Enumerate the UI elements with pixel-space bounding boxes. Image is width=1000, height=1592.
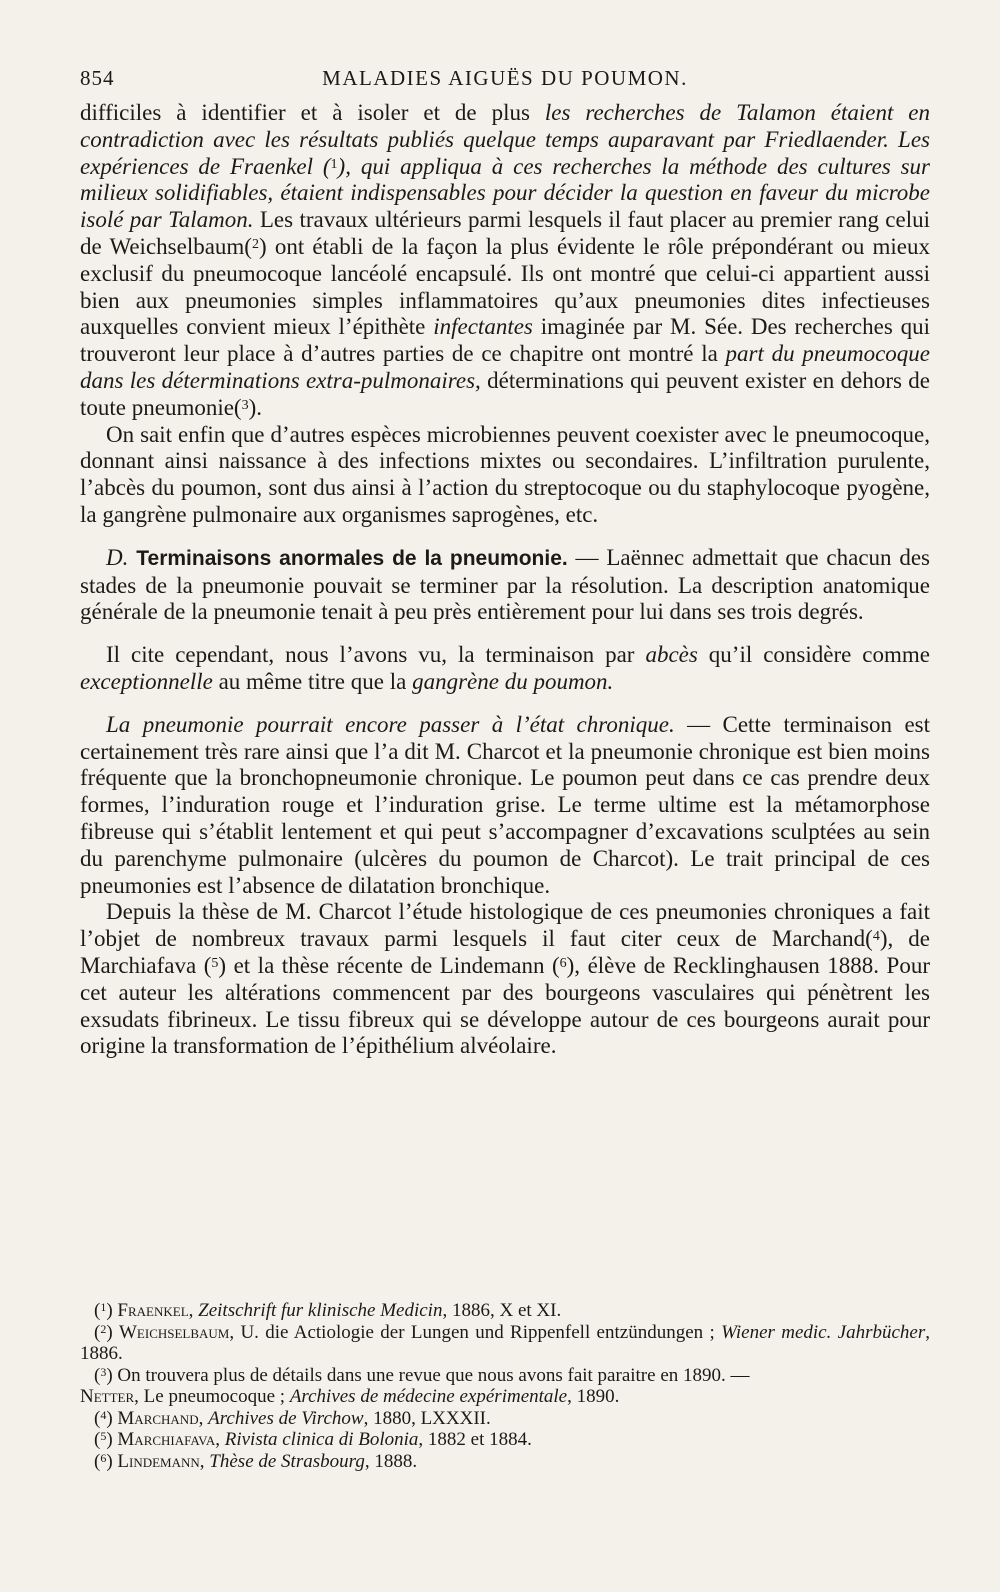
footnote: ($^5$) Marchiafava, Rivista clinica di Bolonia, 1882 et 1884. — [94, 1429, 532, 1450]
publication-title: Wiener medic. Jahrbücher — [721, 1321, 926, 1343]
footnote: ($^6$) Lindemann, Thèse de Strasbourg, 1888. — [94, 1450, 418, 1472]
italic-run: ), qui appliqua à ces recherches la méthode des cultures sur milieux solidifiables, étaient indispensables pour décider la question en faveur du microbe isolé par Talamon. — [80, 153, 930, 233]
footnote-ref: 2 — [251, 236, 259, 252]
text-run: imaginée par M. Sée. Des recherches qui trouveront leur place à d’autres parties de ce chapitre ont montré la — [80, 314, 931, 367]
publication-title: Archives de médecine expérimentale — [289, 1386, 568, 1407]
text-run: — Laënnec admettait que chacun des stades de la pneumonie pouvait se terminer par la résolution. La description anatomique générale de la pneumonie tenait à peu près entièrement pour lui dans ses trois degrés. — [80, 544, 930, 625]
author-name: Netter — [80, 1386, 135, 1407]
footnote-ref: 1 — [330, 156, 338, 172]
running-title: MALADIES AIGUËS DU POUMON. — [322, 66, 688, 90]
footnote-number: 3 — [100, 1364, 107, 1379]
text-run: — Cette terminaison est certainement très rare ainsi que l’a dit M. Charcot et la pneumonie chronique est bien moins fréquente que la bronchopneumonie chronique. Le poumon peut dans ce cas prendre deux formes, l’induration rouge et l’induration grise. Le terme ultime est la métamorphose fibreuse qui s’établit lentement et qui peut s’accompagner d’excavations sculptées au sein du parenchyme pulmonaire (ulcères du poumon de Charcot). Le trait principal de ces pneumonies est l’absence de dilatation bronchique. — [80, 711, 930, 898]
main-text — [80, 100, 930, 1060]
page-header — [80, 66, 930, 91]
footnote-ref: 3 — [241, 397, 249, 413]
author-name: Lindemann — [117, 1450, 200, 1472]
text-run: ). — [248, 394, 263, 420]
footnote-number: 4 — [100, 1407, 107, 1422]
footnote-number: 1 — [100, 1300, 107, 1314]
text-run: difficiles à identifier et à isoler et de plus — [80, 100, 545, 125]
page-number: 854 — [80, 66, 115, 90]
paragraph-4 — [80, 642, 930, 696]
text-run: au même titre que la — [212, 668, 413, 694]
footnote-number: 5 — [100, 1429, 107, 1443]
paragraph-2: On sait enfin que d’autres espèces microbiennes peuvent coexister avec le pneumocoque, donnant ainsi naissance à des infections mixtes ou secondaires. L’infiltration purulente, l’abcès du poumon, sont dus ainsi à l’action du streptocoque ou du staphylocoque pyogène, la gangrène pulmonaire aux organismes saprogènes, etc. — [80, 421, 930, 527]
footnote-ref: 5 — [211, 955, 219, 971]
paragraph-3 — [80, 545, 930, 626]
publication-title: Rivista clinica di Bolonia — [224, 1429, 419, 1450]
footnote: ($^4$) Marchand, Archives de Virchow, 1880, LXXXII. — [94, 1407, 491, 1429]
section-title: Terminaisons anormales de la pneumonie. — [128, 546, 568, 570]
publication-title: Archives de Virchow — [208, 1407, 364, 1429]
italic-run: part du pneumocoque dans les déterminations extra-pulmonaires, — [80, 341, 931, 393]
text-run: déterminations qui peuvent exister en dehors de toute pneumonie( — [80, 367, 930, 420]
footnote: ($^3$) On trouvera plus de détails dans une revue que nous avons fait paraitre en 1890. — — [94, 1364, 750, 1386]
paragraph-5 — [80, 712, 930, 900]
footnote-ref: 4 — [872, 929, 880, 945]
author-name: Marchand — [117, 1407, 199, 1429]
text-run: qu’il considère comme — [697, 642, 930, 668]
italic-run: les recherches de Talamon étaient en contradiction avec les résultats publiés quelque temps auparavant par Friedlaender. Les expériences de Fraenkel ( — [80, 100, 931, 179]
paragraph-6 — [80, 899, 930, 1060]
text-run: ), élève de Recklinghausen 1888. Pour cet auteur les altérations commencent par des bourgeons vasculaires qui pénètrent les exsudats fibrineux. Le tissu fibreux qui se développe autour de ces bourgeons aurait pour origine la transformation de l’épithélium alvéolaire. — [80, 952, 930, 1059]
footnote-number: 2 — [100, 1321, 107, 1336]
text-run: Il cite cependant, nous l’avons vu, la terminaison par — [106, 642, 646, 668]
text-run: Les travaux ultérieurs parmi lesquels il faut placer au premier rang celui de Weichselbaum( — [80, 207, 931, 259]
footnote: ($^2$) Weichselbaum, U. die Actiologie der Lungen und Rippenfell entzündungen ; Wiener medic. Jahrbücher, 1886. — [80, 1321, 930, 1364]
text-run: ), de Marchiafava ( — [80, 926, 930, 978]
footnotes — [80, 1300, 930, 1472]
footnote: ($^1$) Fraenkel, Zeitschrift fur klinische Medicin, 1886, X et XI. — [94, 1300, 562, 1321]
author-name: Marchiafava — [117, 1429, 216, 1450]
author-name: Weichselbaum — [118, 1321, 230, 1343]
footnote-ref: 6 — [559, 955, 567, 971]
footnote-number: 6 — [100, 1450, 107, 1465]
section-letter: D. — [106, 544, 129, 570]
italic-run: exceptionnelle — [80, 668, 213, 694]
author-name: Fraenkel — [117, 1300, 189, 1321]
text-run: ) ont établi de la façon la plus évidente le rôle prépondérant ou mieux exclusif du pneumocoque lancéolé encapsulé. Ils ont montré que celui-ci appartient aussi bien aux pneumonies simples inflammatoires qu’aux pneumonies dites infectieuses auxquelles convient mieux l’épithète — [80, 233, 930, 340]
italic-run: infectantes — [433, 314, 533, 340]
publication-title: Thèse de Strasbourg — [209, 1450, 365, 1472]
italic-run: abcès — [645, 642, 698, 668]
paragraph-1 — [80, 100, 930, 422]
text-run: Depuis la thèse de M. Charcot l’étude histologique de ces pneumonies chroniques a fait l’objet de nombreux travaux parmi lesquels il faut citer ceux de Marchand( — [80, 899, 930, 952]
text-run: ) et la thèse récente de Lindemann ( — [218, 952, 560, 978]
publication-title: Zeitschrift fur klinische Medicin — [198, 1300, 443, 1321]
footnote-continuation: Netter, Le pneumocoque ; Archives de médecine expérimentale, 1890. — [80, 1386, 620, 1407]
italic-run: La pneumonie pourrait encore passer à l’état chronique. — [106, 711, 675, 737]
italic-run: gangrène du poumon. — [412, 668, 614, 694]
